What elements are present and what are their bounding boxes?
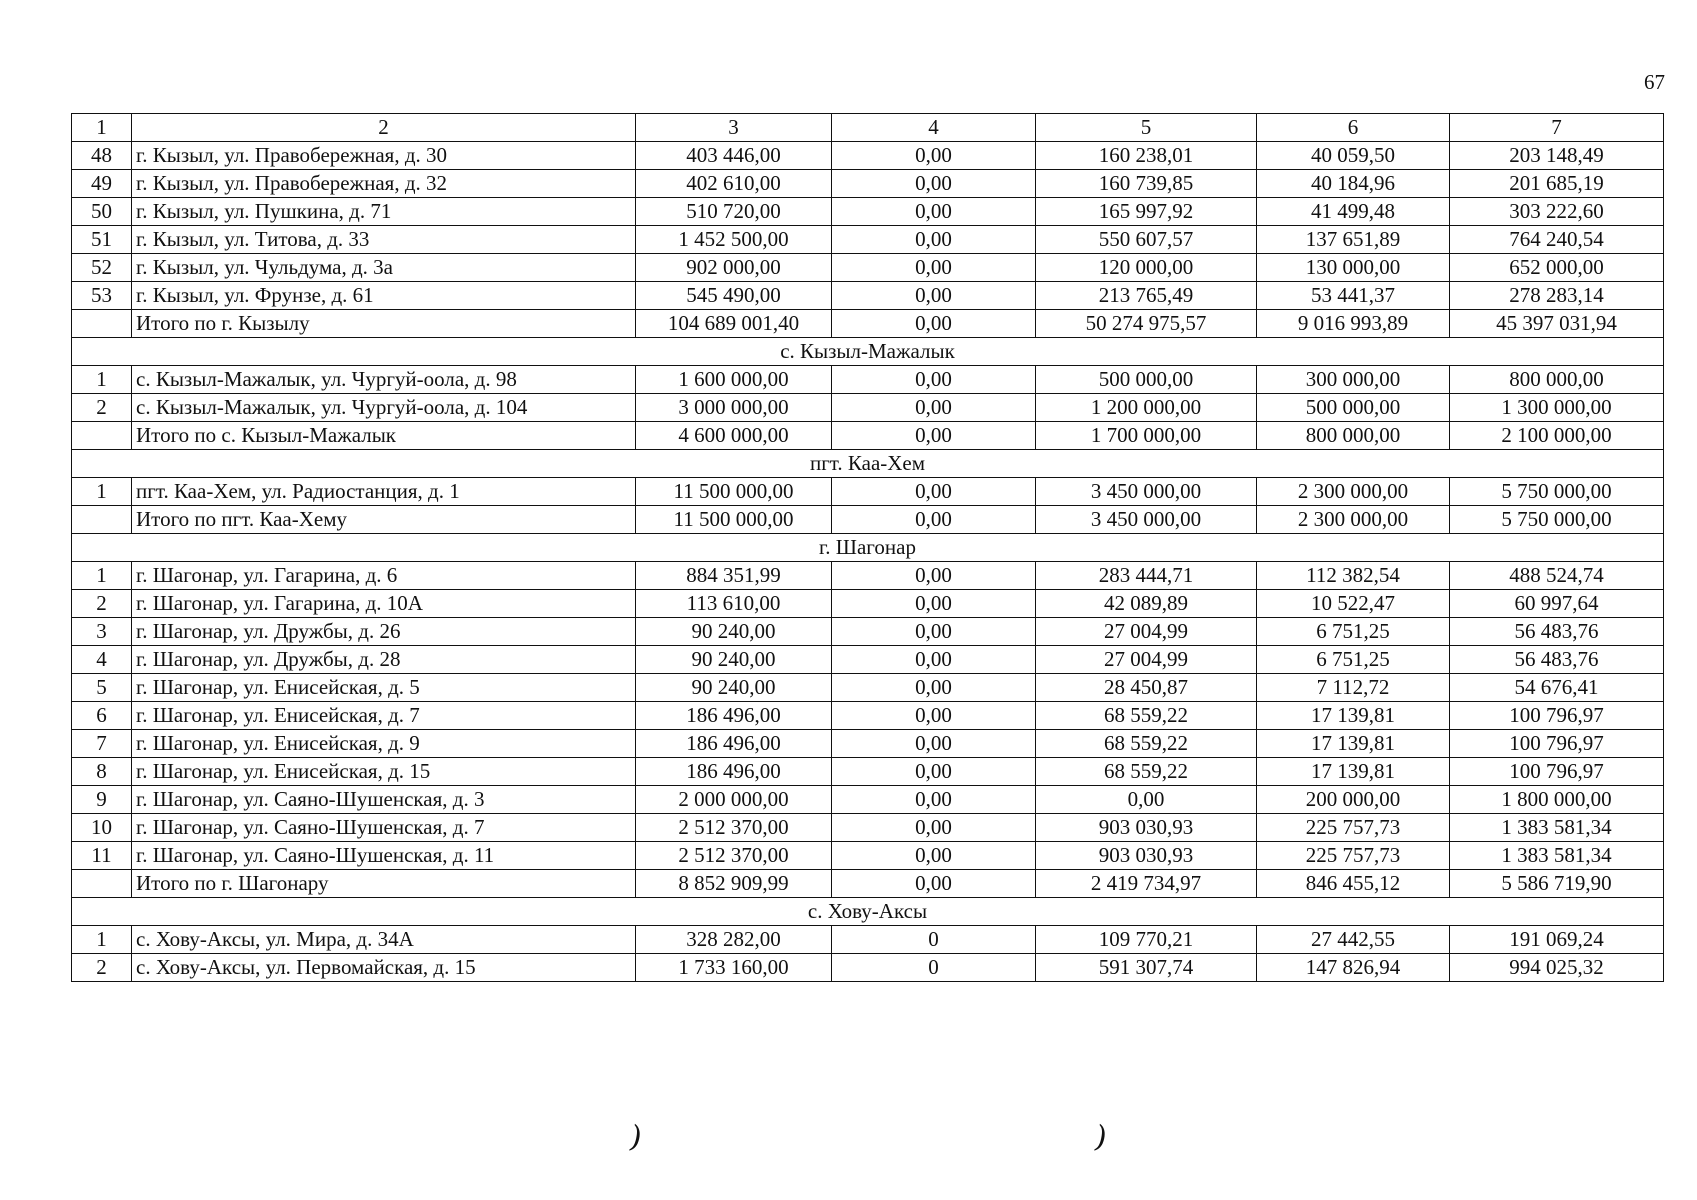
table-header-row: [72, 114, 1664, 142]
value-cell-3: 403 446,00: [636, 142, 832, 170]
value-cell-6: 40 059,50: [1257, 142, 1450, 170]
table-row: [72, 562, 1664, 590]
value-cell-4: 0,00: [832, 394, 1036, 422]
row-number-cell: 7: [72, 730, 132, 758]
value-cell-4: 0,00: [832, 170, 1036, 198]
row-number-cell: 3: [72, 618, 132, 646]
value-cell-6: 27 442,55: [1257, 926, 1450, 954]
pen-mark: ): [626, 1119, 646, 1156]
table-row: [72, 198, 1664, 226]
value-cell-5: 591 307,74: [1036, 954, 1257, 982]
row-number-cell: 6: [72, 702, 132, 730]
value-cell-3: 1 600 000,00: [636, 366, 832, 394]
row-number-cell: 9: [72, 786, 132, 814]
value-cell-5: 68 559,22: [1036, 730, 1257, 758]
value-cell-5: 1 700 000,00: [1036, 422, 1257, 450]
total-row: [72, 422, 1664, 450]
value-cell-4: 0,00: [832, 562, 1036, 590]
value-cell-3: 510 720,00: [636, 198, 832, 226]
value-cell-7: 60 997,64: [1450, 590, 1664, 618]
value-cell-7: 1 300 000,00: [1450, 394, 1664, 422]
total-row: [72, 870, 1664, 898]
value-cell-4: 0,00: [832, 786, 1036, 814]
table-row: [72, 926, 1664, 954]
value-cell-5: 903 030,93: [1036, 842, 1257, 870]
table-row: [72, 758, 1664, 786]
value-cell-7: 994 025,32: [1450, 954, 1664, 982]
value-cell-5: 165 997,92: [1036, 198, 1257, 226]
table-row: [72, 702, 1664, 730]
value-cell-3: 186 496,00: [636, 702, 832, 730]
row-number-cell: 50: [72, 198, 132, 226]
value-cell-3: 884 351,99: [636, 562, 832, 590]
table-row: [72, 254, 1664, 282]
section-title: с. Кызыл-Мажалык: [72, 338, 1664, 366]
value-cell-4: 0,00: [832, 422, 1036, 450]
value-cell-5: 213 765,49: [1036, 282, 1257, 310]
header-cell: 5: [1036, 114, 1257, 142]
address-cell: г. Шагонар, ул. Енисейская, д. 7: [132, 702, 636, 730]
value-cell-4: 0,00: [832, 730, 1036, 758]
value-cell-4: 0,00: [832, 702, 1036, 730]
table-row: [72, 590, 1664, 618]
table-row: [72, 954, 1664, 982]
value-cell-3: 1 452 500,00: [636, 226, 832, 254]
value-cell-5: 160 739,85: [1036, 170, 1257, 198]
value-cell-4: 0,00: [832, 506, 1036, 534]
row-number-cell: [72, 870, 132, 898]
value-cell-4: 0: [832, 926, 1036, 954]
value-cell-7: 203 148,49: [1450, 142, 1664, 170]
value-cell-6: 147 826,94: [1257, 954, 1450, 982]
section-row: [72, 450, 1664, 478]
section-row: [72, 534, 1664, 562]
value-cell-5: 68 559,22: [1036, 758, 1257, 786]
value-cell-7: 56 483,76: [1450, 646, 1664, 674]
total-row: [72, 310, 1664, 338]
address-cell: с. Кызыл-Мажалык, ул. Чургуй-оола, д. 104: [132, 394, 636, 422]
row-number-cell: 53: [72, 282, 132, 310]
address-cell: Итого по г. Шагонару: [132, 870, 636, 898]
header-cell: 6: [1257, 114, 1450, 142]
section-title: г. Шагонар: [72, 534, 1664, 562]
total-row: [72, 506, 1664, 534]
value-cell-4: 0,00: [832, 282, 1036, 310]
table-row: [72, 730, 1664, 758]
value-cell-7: 278 283,14: [1450, 282, 1664, 310]
value-cell-6: 17 139,81: [1257, 702, 1450, 730]
value-cell-6: 500 000,00: [1257, 394, 1450, 422]
value-cell-6: 17 139,81: [1257, 758, 1450, 786]
value-cell-6: 10 522,47: [1257, 590, 1450, 618]
value-cell-3: 902 000,00: [636, 254, 832, 282]
address-cell: г. Шагонар, ул. Саяно-Шушенская, д. 7: [132, 814, 636, 842]
value-cell-5: 550 607,57: [1036, 226, 1257, 254]
value-cell-7: 54 676,41: [1450, 674, 1664, 702]
value-cell-3: 545 490,00: [636, 282, 832, 310]
address-cell: г. Кызыл, ул. Чульдума, д. 3а: [132, 254, 636, 282]
row-number-cell: 51: [72, 226, 132, 254]
row-number-cell: 52: [72, 254, 132, 282]
value-cell-5: 1 200 000,00: [1036, 394, 1257, 422]
address-cell: Итого по пгт. Каа-Хему: [132, 506, 636, 534]
value-cell-6: 112 382,54: [1257, 562, 1450, 590]
value-cell-4: 0,00: [832, 870, 1036, 898]
value-cell-6: 6 751,25: [1257, 646, 1450, 674]
value-cell-5: 68 559,22: [1036, 702, 1257, 730]
header-cell: 1: [72, 114, 132, 142]
address-cell: пгт. Каа-Хем, ул. Радиостанция, д. 1: [132, 478, 636, 506]
address-cell: г. Кызыл, ул. Фрунзе, д. 61: [132, 282, 636, 310]
row-number-cell: [72, 506, 132, 534]
row-number-cell: 49: [72, 170, 132, 198]
table-row: [72, 394, 1664, 422]
value-cell-4: 0,00: [832, 842, 1036, 870]
value-cell-3: 90 240,00: [636, 646, 832, 674]
table-row: [72, 366, 1664, 394]
value-cell-6: 137 651,89: [1257, 226, 1450, 254]
value-cell-7: 488 524,74: [1450, 562, 1664, 590]
page-number: 67: [1644, 70, 1665, 94]
row-number-cell: 48: [72, 142, 132, 170]
value-cell-3: 11 500 000,00: [636, 506, 832, 534]
value-cell-3: 8 852 909,99: [636, 870, 832, 898]
value-cell-6: 40 184,96: [1257, 170, 1450, 198]
value-cell-4: 0,00: [832, 618, 1036, 646]
row-number-cell: 11: [72, 842, 132, 870]
value-cell-6: 130 000,00: [1257, 254, 1450, 282]
address-cell: г. Кызыл, ул. Правобережная, д. 32: [132, 170, 636, 198]
section-title: пгт. Каа-Хем: [72, 450, 1664, 478]
value-cell-7: 191 069,24: [1450, 926, 1664, 954]
value-cell-7: 764 240,54: [1450, 226, 1664, 254]
value-cell-4: 0,00: [832, 310, 1036, 338]
row-number-cell: 1: [72, 562, 132, 590]
row-number-cell: 4: [72, 646, 132, 674]
value-cell-3: 186 496,00: [636, 758, 832, 786]
value-cell-3: 104 689 001,40: [636, 310, 832, 338]
address-cell: г. Шагонар, ул. Дружбы, д. 26: [132, 618, 636, 646]
value-cell-7: 652 000,00: [1450, 254, 1664, 282]
value-cell-5: 160 238,01: [1036, 142, 1257, 170]
value-cell-7: 100 796,97: [1450, 730, 1664, 758]
header-cell: 7: [1450, 114, 1664, 142]
value-cell-6: 800 000,00: [1257, 422, 1450, 450]
value-cell-3: 402 610,00: [636, 170, 832, 198]
value-cell-5: 27 004,99: [1036, 618, 1257, 646]
value-cell-7: 1 383 581,34: [1450, 842, 1664, 870]
value-cell-6: 17 139,81: [1257, 730, 1450, 758]
value-cell-4: 0,00: [832, 674, 1036, 702]
value-cell-4: 0,00: [832, 142, 1036, 170]
value-cell-6: 2 300 000,00: [1257, 478, 1450, 506]
value-cell-6: 41 499,48: [1257, 198, 1450, 226]
value-cell-7: 303 222,60: [1450, 198, 1664, 226]
value-cell-5: 27 004,99: [1036, 646, 1257, 674]
row-number-cell: 2: [72, 590, 132, 618]
value-cell-3: 90 240,00: [636, 674, 832, 702]
table-row: [72, 786, 1664, 814]
value-cell-5: 0,00: [1036, 786, 1257, 814]
section-row: [72, 898, 1664, 926]
value-cell-7: 1 800 000,00: [1450, 786, 1664, 814]
table-row: [72, 142, 1664, 170]
section-row: [72, 338, 1664, 366]
value-cell-7: 100 796,97: [1450, 702, 1664, 730]
value-cell-5: 3 450 000,00: [1036, 506, 1257, 534]
value-cell-7: 1 383 581,34: [1450, 814, 1664, 842]
value-cell-7: 45 397 031,94: [1450, 310, 1664, 338]
value-cell-4: 0,00: [832, 226, 1036, 254]
address-cell: г. Шагонар, ул. Саяно-Шушенская, д. 3: [132, 786, 636, 814]
value-cell-6: 9 016 993,89: [1257, 310, 1450, 338]
table-row: [72, 478, 1664, 506]
value-cell-3: 1 733 160,00: [636, 954, 832, 982]
value-cell-6: 53 441,37: [1257, 282, 1450, 310]
value-cell-4: 0,00: [832, 646, 1036, 674]
address-cell: г. Кызыл, ул. Правобережная, д. 30: [132, 142, 636, 170]
value-cell-7: 5 586 719,90: [1450, 870, 1664, 898]
value-cell-5: 120 000,00: [1036, 254, 1257, 282]
value-cell-4: 0,00: [832, 366, 1036, 394]
table-row: [72, 646, 1664, 674]
row-number-cell: 1: [72, 926, 132, 954]
value-cell-6: 7 112,72: [1257, 674, 1450, 702]
value-cell-4: 0,00: [832, 814, 1036, 842]
address-cell: Итого по г. Кызылу: [132, 310, 636, 338]
row-number-cell: 1: [72, 366, 132, 394]
table-row: [72, 226, 1664, 254]
value-cell-3: 2 512 370,00: [636, 842, 832, 870]
address-cell: г. Кызыл, ул. Титова, д. 33: [132, 226, 636, 254]
row-number-cell: [72, 310, 132, 338]
value-cell-5: 28 450,87: [1036, 674, 1257, 702]
address-cell: г. Шагонар, ул. Гагарина, д. 6: [132, 562, 636, 590]
address-cell: г. Шагонар, ул. Дружбы, д. 28: [132, 646, 636, 674]
value-cell-6: 225 757,73: [1257, 814, 1450, 842]
value-cell-5: 50 274 975,57: [1036, 310, 1257, 338]
address-cell: г. Кызыл, ул. Пушкина, д. 71: [132, 198, 636, 226]
value-cell-6: 225 757,73: [1257, 842, 1450, 870]
table-row: [72, 814, 1664, 842]
value-cell-4: 0: [832, 954, 1036, 982]
row-number-cell: 5: [72, 674, 132, 702]
row-number-cell: 10: [72, 814, 132, 842]
value-cell-6: 2 300 000,00: [1257, 506, 1450, 534]
value-cell-3: 3 000 000,00: [636, 394, 832, 422]
address-cell: г. Шагонар, ул. Енисейская, д. 9: [132, 730, 636, 758]
value-cell-6: 200 000,00: [1257, 786, 1450, 814]
row-number-cell: [72, 422, 132, 450]
value-cell-7: 201 685,19: [1450, 170, 1664, 198]
value-cell-7: 5 750 000,00: [1450, 506, 1664, 534]
value-cell-3: 11 500 000,00: [636, 478, 832, 506]
value-cell-7: 56 483,76: [1450, 618, 1664, 646]
value-cell-3: 2 512 370,00: [636, 814, 832, 842]
value-cell-5: 283 444,71: [1036, 562, 1257, 590]
value-cell-3: 4 600 000,00: [636, 422, 832, 450]
value-cell-6: 300 000,00: [1257, 366, 1450, 394]
value-cell-3: 90 240,00: [636, 618, 832, 646]
value-cell-7: 5 750 000,00: [1450, 478, 1664, 506]
value-cell-5: 903 030,93: [1036, 814, 1257, 842]
value-cell-4: 0,00: [832, 590, 1036, 618]
address-cell: г. Шагонар, ул. Гагарина, д. 10А: [132, 590, 636, 618]
value-cell-6: 6 751,25: [1257, 618, 1450, 646]
address-cell: Итого по с. Кызыл-Мажалык: [132, 422, 636, 450]
value-cell-5: 109 770,21: [1036, 926, 1257, 954]
value-cell-6: 846 455,12: [1257, 870, 1450, 898]
address-cell: с. Хову-Аксы, ул. Первомайская, д. 15: [132, 954, 636, 982]
table-row: [72, 674, 1664, 702]
value-cell-5: 500 000,00: [1036, 366, 1257, 394]
address-cell: г. Шагонар, ул. Енисейская, д. 15: [132, 758, 636, 786]
value-cell-5: 2 419 734,97: [1036, 870, 1257, 898]
table-row: [72, 618, 1664, 646]
value-cell-3: 186 496,00: [636, 730, 832, 758]
row-number-cell: 2: [72, 954, 132, 982]
value-cell-7: 2 100 000,00: [1450, 422, 1664, 450]
table-row: [72, 282, 1664, 310]
header-cell: 2: [132, 114, 636, 142]
value-cell-4: 0,00: [832, 478, 1036, 506]
value-cell-7: 800 000,00: [1450, 366, 1664, 394]
data-table: [71, 113, 1664, 982]
header-cell: 4: [832, 114, 1036, 142]
value-cell-5: 42 089,89: [1036, 590, 1257, 618]
section-title: с. Хову-Аксы: [72, 898, 1664, 926]
value-cell-4: 0,00: [832, 254, 1036, 282]
table-row: [72, 842, 1664, 870]
value-cell-5: 3 450 000,00: [1036, 478, 1257, 506]
address-cell: с. Хову-Аксы, ул. Мира, д. 34А: [132, 926, 636, 954]
pen-mark: ): [1091, 1119, 1111, 1156]
value-cell-4: 0,00: [832, 758, 1036, 786]
address-cell: г. Шагонар, ул. Енисейская, д. 5: [132, 674, 636, 702]
value-cell-7: 100 796,97: [1450, 758, 1664, 786]
address-cell: с. Кызыл-Мажалык, ул. Чургуй-оола, д. 98: [132, 366, 636, 394]
row-number-cell: 2: [72, 394, 132, 422]
header-cell: 3: [636, 114, 832, 142]
value-cell-3: 113 610,00: [636, 590, 832, 618]
value-cell-4: 0,00: [832, 198, 1036, 226]
value-cell-3: 2 000 000,00: [636, 786, 832, 814]
address-cell: г. Шагонар, ул. Саяно-Шушенская, д. 11: [132, 842, 636, 870]
value-cell-3: 328 282,00: [636, 926, 832, 954]
table-row: [72, 170, 1664, 198]
row-number-cell: 8: [72, 758, 132, 786]
row-number-cell: 1: [72, 478, 132, 506]
